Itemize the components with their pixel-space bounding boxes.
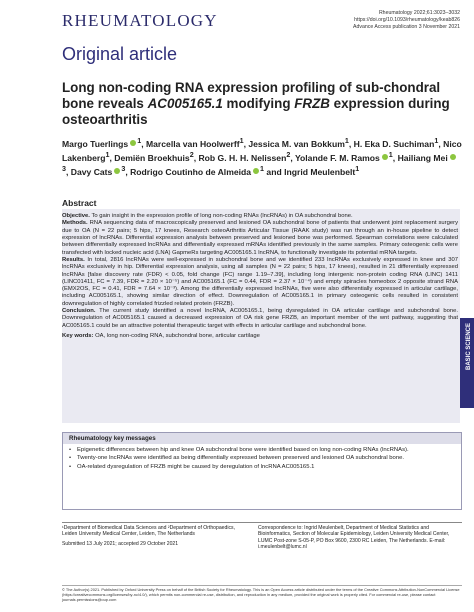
- author-separator: ,: [193, 152, 199, 163]
- copyright-divider: [62, 585, 462, 586]
- author-affiliation: 3: [62, 165, 66, 174]
- author-affiliation: 1: [105, 151, 110, 160]
- title-part: Long non-coding RNA expression profiling of sub-chondral bone reveals: [62, 80, 441, 111]
- author-affiliation: 2: [286, 151, 291, 160]
- key-messages-list: [69, 447, 449, 472]
- basic-science-tab: [460, 318, 474, 408]
- author-separator: ,: [438, 138, 444, 149]
- author: [62, 139, 146, 149]
- side-tab-label: BASIC SCIENCE: [466, 322, 472, 370]
- abstract-objective: [62, 213, 458, 220]
- orcid-icon[interactable]: [130, 140, 136, 146]
- author-affiliation: 1: [344, 137, 349, 145]
- abstract-heading: Abstract: [62, 198, 97, 208]
- author-name: Nico Lakenberg: [62, 138, 462, 163]
- author-affiliation: 2: [189, 151, 194, 160]
- keywords-text: OA, long non-coding RNA, subchondral bone, articular cartilage: [93, 333, 260, 339]
- author: [248, 139, 353, 149]
- author-name: H. Eka D. Suchiman: [353, 138, 435, 149]
- author-affiliation: 1: [239, 137, 244, 145]
- objective-text: To gain insight in the expression profile of long non-coding RNAs (lncRNAs) in OA subchondral bone.: [89, 213, 353, 219]
- correspondence: Correspondence to: Ingrid Meulenbelt, Department of Medical Statistics and Bioinformatics, Section of Molecular Epidemiology, Leiden University Medical Center, LUMC Post-zone S-05-P, PO Box 9600, 2300 RC Leiden, The Netherlands. E-mail: i.meulenbelt@lumc.nl: [258, 525, 450, 551]
- footer-left: [62, 525, 242, 547]
- affiliations: ¹Department of Biomedical Data Sciences and ²Department of Orthopaedics, Leiden University Medical Center, Leiden, The Netherlands: [62, 525, 235, 538]
- title-part: modifying: [222, 96, 295, 111]
- results-text: In total, 2816 lncRNAs were well-expressed in subchondral bone and we identified 233 lncRNAs exclusively expressed in knee and 307 lncRNAs exclusively in hip. Differential expression analysis, using all samples (N = 22 pairs; 5 hips, 17 knees), resulted in 21 differentially expressed lncRNAs [false discovery rate (FDR) < 0.05, fold change (FC) range 1.19–7.39], including long intergenic non-protein coding RNA (LINC) 1411 (LINC01411, FC = 7.39, FDR = 2.20 × 10⁻⁵) and AC005165.1 (FC = 0.44, FDR = 2.37 × 10⁻⁴) and empty spiracles homeobox 2 opposite strand RNA (EMX2OS, FC = 0.41, FDR = 7.64 × 10⁻³). Among the differentially expressed lncRNAs, five were also differentially expressed in articular cartilage, including AC005165.1, showing similar direction of effect. Downregulation of AC005165.1 in primary osteogenic cells resulted in consistent downregulation of highly correlated frizzled related protein (FRZB).: [62, 256, 458, 307]
- author-name: Jessica M. van Bokkum: [248, 138, 345, 149]
- author-name: Davy Cats: [70, 166, 113, 177]
- author-separator: ,: [141, 138, 146, 149]
- author: [284, 167, 359, 177]
- methods-label: Methods.: [62, 220, 88, 227]
- copyright-notice: © The Author(s) 2021. Published by Oxford University Press on behalf of the British Society for Rheumatology. This is an Open Access article distributed under the terms of the Creative Commons Attribution-NonCommercial License (https://creativecommons.org/licenses/by-nc/4.0/), which permits non-commercial re-use, distribution, and reproduction in any medium, provided the original work is properly cited. For commercial re-use, please contact journals.permissions@oup.com: [62, 587, 460, 602]
- key-messages-box: [62, 432, 462, 510]
- section-title: Original article: [62, 44, 178, 64]
- author-name: Yolande F. M. Ramos: [294, 152, 380, 163]
- author-separator: ,: [392, 152, 398, 163]
- author-separator: ,: [243, 138, 249, 149]
- orcid-icon[interactable]: [114, 168, 120, 174]
- title-part: expression during osteoarthritis: [62, 96, 450, 127]
- conclusion-text: The current study identified a novel lncRNA, AC005165.1, being dysregulated in OA articular cartilage and subchondral bone. Downregulation of AC005165.1 caused a decreased expression of OA risk gene FRZB, an important member of the wnt pathway, suggesting that AC005165.1 could be an attractive potential therapeutic target with effects in articular cartilage and subchondral bone.: [62, 308, 458, 329]
- author-separator: ,: [65, 166, 71, 177]
- author: [146, 139, 248, 149]
- abstract-body: [62, 213, 458, 340]
- abstract-methods: [62, 220, 458, 257]
- author-separator: ,: [109, 152, 115, 163]
- abstract-results: [62, 257, 458, 308]
- submission-dates: Submitted 13 July 2021; accepted 29 October 2021: [62, 540, 179, 547]
- author-affiliation: 1: [388, 151, 393, 160]
- author-name: Ingrid Meulenbelt: [284, 166, 356, 177]
- author: [295, 153, 398, 163]
- author-name: Demiën Broekhuis: [114, 152, 190, 163]
- author-name: Marcella van Hoolwerff: [145, 138, 240, 149]
- author-name: Rob G. H. H. Nelissen: [198, 152, 287, 163]
- journal-name: RHEUMATOLOGY: [62, 11, 218, 30]
- author-affiliation: 1: [355, 165, 360, 174]
- author-list: [62, 136, 462, 178]
- author-affiliation: 1: [260, 165, 265, 174]
- orcid-icon[interactable]: [382, 154, 388, 160]
- orcid-icon[interactable]: [253, 168, 259, 174]
- key-message-item: • Twenty-one lncRNAs were identified as being differentially expressed between preserved and lesioned OA subchondral bone.: [69, 455, 449, 462]
- author: [130, 167, 284, 177]
- doi-link[interactable]: https://doi.org/10.1093/rheumatology/keab826: [354, 17, 460, 24]
- objective-label: Objective.: [62, 213, 90, 219]
- key-message-item: • OA-related dysregulation of FRZB might be caused by deregulation of lncRNA AC005165.1: [69, 464, 449, 471]
- abstract-conclusion: [62, 308, 458, 330]
- author-name: Hailiang Mei: [397, 152, 448, 163]
- author: [354, 139, 443, 149]
- author-affiliation: 3: [121, 165, 126, 174]
- author-name: Rodrigo Coutinho de Almeida: [130, 166, 252, 177]
- results-label: Results.: [62, 256, 85, 263]
- article-meta: [353, 10, 460, 32]
- author-affiliation: 1: [434, 137, 439, 145]
- author: [114, 153, 198, 163]
- publication-date: Advance Access publication 3 November 2021: [353, 24, 460, 31]
- author-separator: ,: [290, 152, 295, 163]
- author: [198, 153, 294, 163]
- citation: Rheumatology 2022;61:3023–3032: [378, 10, 460, 16]
- orcid-icon[interactable]: [450, 154, 456, 160]
- title-gene: AC005165.1: [147, 96, 223, 111]
- title-gene: FRZB: [294, 96, 330, 111]
- footer-divider: [62, 522, 462, 523]
- author-affiliation: 1: [137, 137, 142, 145]
- author-separator: and: [264, 166, 285, 177]
- key-messages-header: [63, 433, 461, 444]
- author-separator: ,: [125, 166, 131, 177]
- conclusion-label: Conclusion.: [62, 308, 96, 315]
- author-name: Margo Tuerlings: [62, 138, 129, 149]
- key-messages-heading: Rheumatology key messages: [69, 435, 156, 442]
- key-message-item: • Epigenetic differences between hip and knee OA subchondral bone were identified based on long non-coding RNAs (lncRNAs).: [69, 447, 449, 454]
- abstract-keywords: [62, 333, 458, 340]
- article-title: [62, 80, 462, 128]
- author-separator: ,: [348, 138, 354, 149]
- methods-text: RNA sequencing data of macroscopically preserved and lesioned OA subchondral bone of patients that underwent joint replacement surgery due to OA (N = 22 pairs; 5 hips, 17 knees, Research osteoArthritis Articular Tissue (RAAK study) was run through an in-house pipeline to detect expression of lncRNAs. Differential expression analysis between preserved and lesioned bone was performed. Spearman correlations were calculated between differentially expressed lncRNAs and differentially expressed mRNAs identified previously in the same samples. Primary osteogenic cells were transfected with locked nucleic acid (LNA) GapmeRs targeting AC005165.1 lncRNA, to functionally investigate its potential mRNA targets.: [62, 220, 458, 256]
- author: [71, 167, 130, 177]
- keywords-label: Key words:: [62, 333, 94, 339]
